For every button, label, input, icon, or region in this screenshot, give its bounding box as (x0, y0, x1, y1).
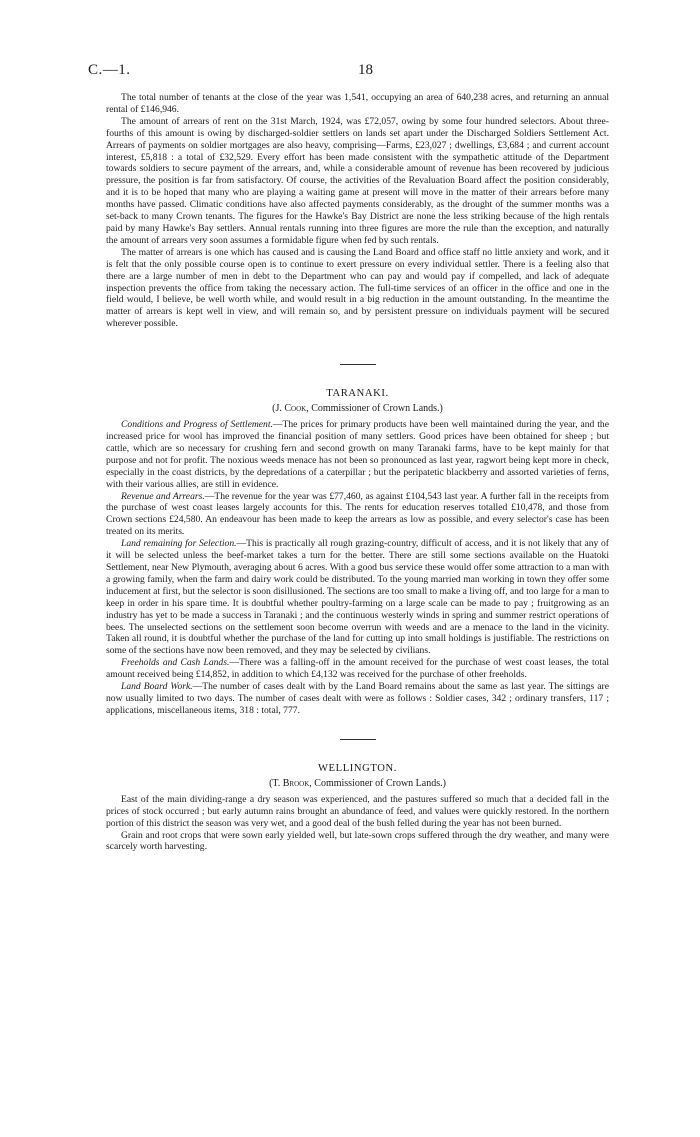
section-divider (340, 364, 376, 365)
paragraph: Grain and root crops that were sown early yielded well, but late-sown crops suffered through the dry weather, and many were scarcely worth harvesting. (106, 829, 609, 853)
paragraph: Land Board Work.—The number of cases dealt with by the Land Board remains about the same as last year. The sittings are now usually limited to two days. The number of cases dealt with were as follows : Soldier cases, 342 ; ordinary transfers, 117 ; applications, miscellaneous items, 318 : total, 777. (106, 681, 609, 716)
section-divider (340, 739, 376, 740)
page-number: 18 (358, 62, 373, 78)
paragraph: East of the main dividing-range a dry season was experienced, and the pastures suffered so much that a decided fall in the prices of stock occurred ; but early autumn rains brought an abundance of feed, and values were quickly restored. In the northern portion of this district the season was very wet, and a good deal of the bush felled during the year has not been burned. (106, 793, 609, 829)
wellington-section (106, 762, 609, 854)
paragraph-heading: Land Board Work. (121, 681, 193, 693)
paragraph-heading: Land remaining for Selection. (121, 538, 237, 550)
paragraph: Revenue and Arrears.—The revenue for the year was £77,460, as against £104,543 last year. A further fall in the receipts from the purchase of west coast leases largely accounts for this. The rents for education reserves totalled £10,478, and those from Crown sections £24,580. An endeavour has been made to keep the arrears as low as possible, and every selector's case has been treated on its merits. (106, 490, 609, 538)
paragraph: The amount of arrears of rent on the 31st March, 1924, was £72,057, owing by some four hundred selectors. About three-fourths of this amount is owing by discharged-soldier settlers on lands set apart under the Discharged Soldiers Settlement Act. Arrears of payments on soldier mortgages are also heavy, comprising—Farms, £23,027 ; dwellings, £3,684 ; and current account interest, £5,818 : a total of £32,529. Every effort has been made consistent with the sympathetic attitude of the Department towards soldiers to secure payment of the arrears, and, while a considerable amount of revenue has been recovered by judicious pressure, the position is far from satisfactory. Of course, the activities of the Revaluation Board affect the position considerably, and it is to be hoped that many who are playing a waiting game at present will move in the matter of their arrears before many months have passed. Climatic conditions have also affected payments considerably, as the drought of the summer months was a set-back to many Crown tenants. The figures for the Hawke's Bay District are none the less striking because of the high rentals paid by many Hawke's Bay settlers. Annual rentals running into three figures are more the rule than the exception, and naturally the amount of arrears very soon assumes a formidable figure when fed by such rentals. (106, 115, 609, 246)
page-header (88, 62, 618, 84)
paragraph: Conditions and Progress of Settlement.—The prices for primary products have been well maintained during the year, and the increased price for wool has improved the financial position of many settlers. Good prices have been obtained for sheep ; but cattle, which are so necessary for crushing fern and second growth on many Taranaki farms, have to be kept mainly for that purpose and not for profit. The noxious weeds menace has not been so pronounced as last year, ragwort being kept more in check, especially in the coast districts, by the depredations of a caterpillar ; but the peripatetic blackberry and assorted varieties of ferns, with their various allies, are still in evidence. (106, 419, 609, 490)
paragraph-heading: Conditions and Progress of Settlement. (121, 419, 273, 431)
paragraph: Freeholds and Cash Lands.—There was a falling-off in the amount received for the purchase of west coast leases, the total amount received being £14,852, in addition to which £4,132 was received for the purchase of other freeholds. (106, 657, 609, 681)
page-body (106, 92, 609, 853)
paragraph: Land remaining for Selection.—This is practically all rough grazing-country, difficult of access, and it is not likely that any of it will be selected unless the beef-market takes a turn for the better. There are still some sections available on the Huatoki Settlement, near New Plymouth, averaging about 6 acres. With a good bus service these would offer some attraction to a man with a growing family, when the farm and dairy work could be distributed. To the young married man working in town they offer some inducement at first, but the selector is soon disillusioned. The sections are too small to make a living off, and too large for a man to keep in order in his spare time. It is doubtful whether poultry-farming on a large scale can be made to pay ; fruitgrowing as an industry has yet to be made a success in Taranaki ; and the continuous westerly winds in spring and summer restrict operations of bees. The unselected sections on the settlement soon become overrun with weeds and are a menace to the land in the vicinity. Taken all round, it is doubtful whether the purchase of the land for cutting up into small holdings is justifiable. The restrictions on some of the sections have now been removed, and they may be selected by civilians. (106, 538, 609, 657)
paragraph: The total number of tenants at the close of the year was 1,541, occupying an area of 640,238 acres, and returning an annual rental of £146,946. (106, 92, 609, 115)
intro-section (106, 92, 609, 330)
section-title: TARANAKI. (326, 388, 389, 400)
commissioner-line: (J. Cook, Commissioner of Crown Lands.) (272, 403, 443, 415)
section-title: WELLINGTON. (317, 762, 398, 774)
paragraph-heading: Revenue and Arrears. (121, 490, 205, 502)
page-reference: C.—1. (88, 62, 131, 78)
paragraph-heading: Freeholds and Cash Lands. (121, 657, 230, 669)
taranaki-section (106, 387, 609, 717)
commissioner-line: (T. Brook, Commissioner of Crown Lands.) (269, 777, 446, 789)
paragraph: The matter of arrears is one which has caused and is causing the Land Board and office staff no little anxiety and work, and it is felt that the only possible course open is to continue to exert pressure on every individual settler. There is a feeling also that there are a large number of men in debt to the Department who can pay and would pay if compelled, and lack of adequate inspection prevents the office from taking the necessary action. The full-time services of an officer in the office and one in the field would, I believe, be well worth while, and would result in a big reduction in the amount outstanding. In the meantime the matter of arrears is kept well in view, and will remain so, and by persistent pressure on individuals payment will be secured wherever possible. (106, 246, 609, 330)
